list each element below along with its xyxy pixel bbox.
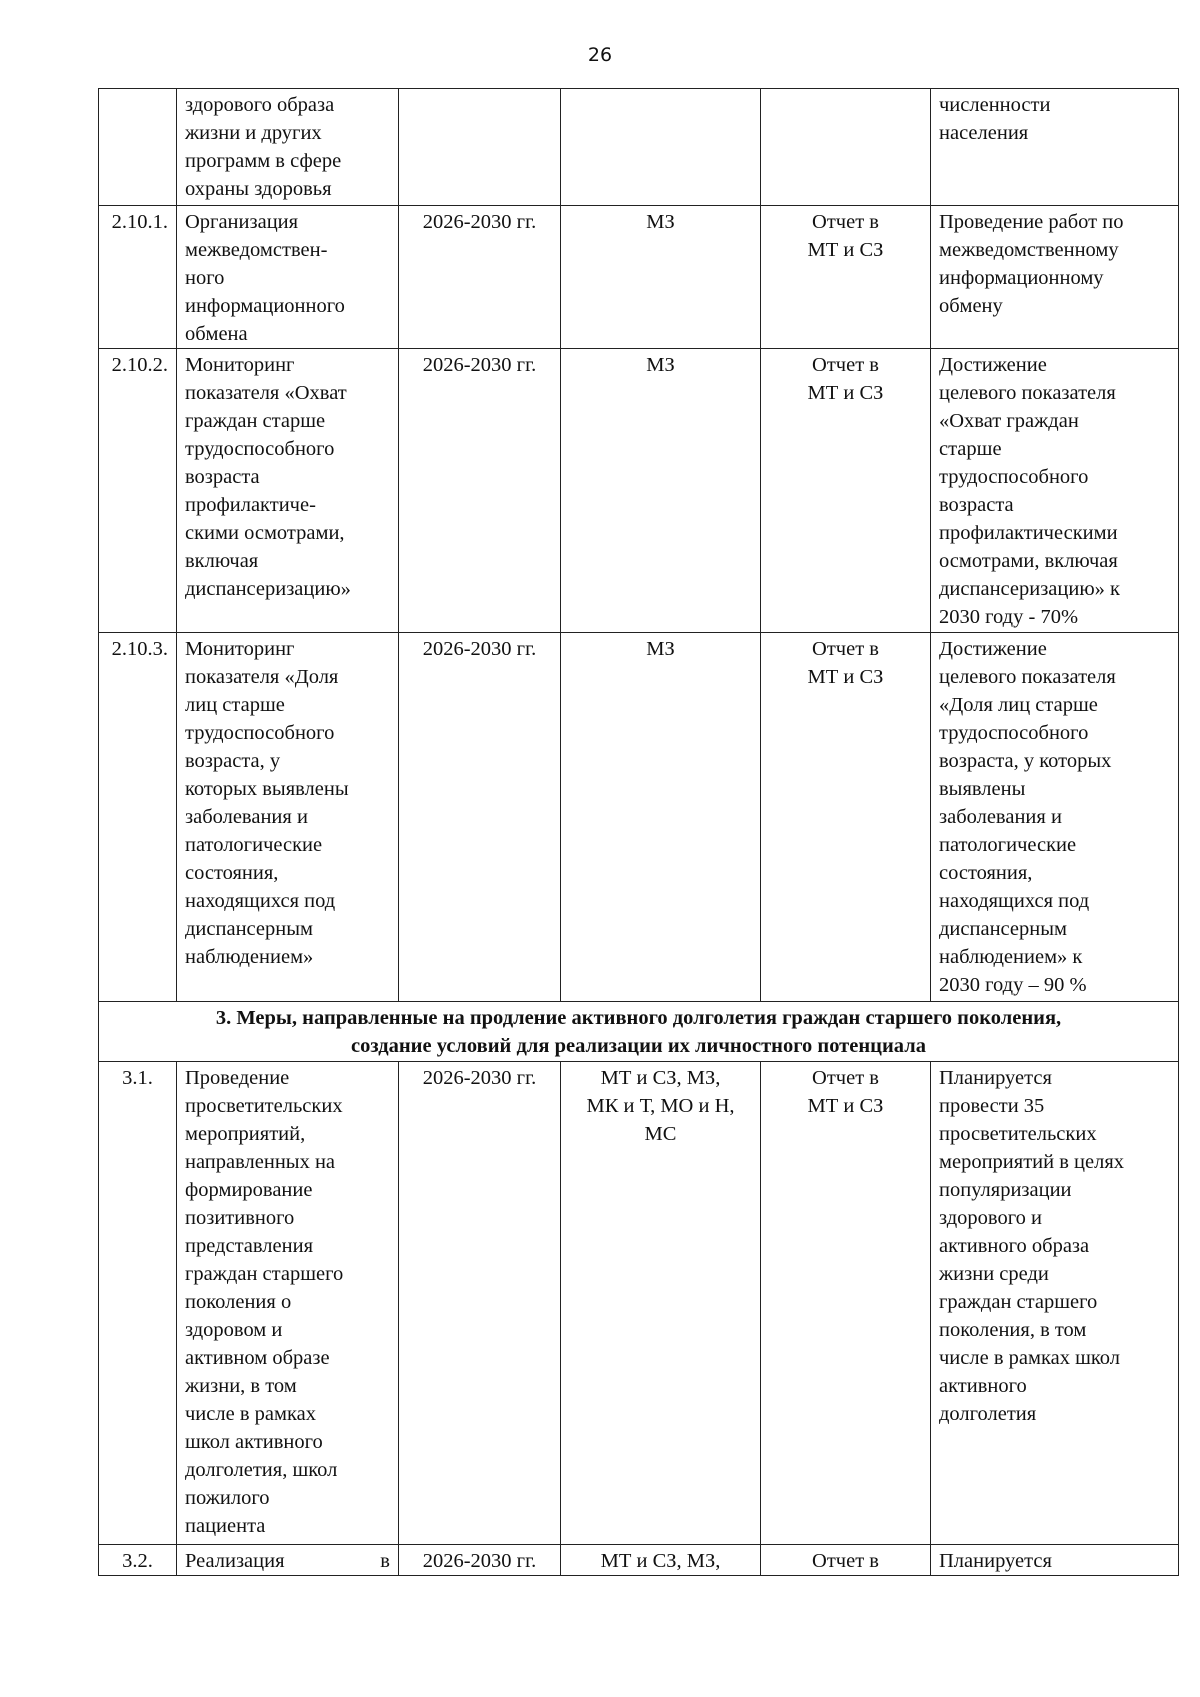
cell-result: численности населения [931,89,1179,206]
table-row [99,633,1179,1002]
cell-term: 2026-2030 гг. [399,349,561,633]
cell-term: 2026-2030 гг. [399,206,561,349]
cell-executor: МТ и СЗ, МЗ, МК и Т, МО и Н, МС [561,1062,761,1545]
section-title: 3. Меры, направленные на продление активного долголетия граждан старшего поколения, создание условий для реализации их личностного потенциала [99,1002,1179,1062]
cell-result: Проведение работ по межведомственному информационному обмену [931,206,1179,349]
section-header-row [99,1002,1179,1062]
cell-executor: МЗ [561,206,761,349]
cell-num [99,89,177,206]
cell-measure: Проведение просветительских мероприятий, направленных на формирование позитивного представления граждан старшего поколения о здоровом и активном образе жизни, в том числе в рамках школ активного долголетия, школ пожилого пациента [177,1062,399,1545]
cell-num: 2.10.1. [99,206,177,349]
cell-num: 3.1. [99,1062,177,1545]
table-row [99,1545,1179,1576]
cell-result: Планируется провести 35 просветительских мероприятий в целях популяризации здорового и активного образа жизни среди граждан старшего поколения, в том числе в рамках школ активного долголетия [931,1062,1179,1545]
cell-term: 2026-2030 гг. [399,1062,561,1545]
cell-report [761,89,931,206]
cell-measure: Мониторинг показателя «Доля лиц старше трудоспособного возраста, у которых выявлены заболевания и патологические состояния, находящихся под диспансерным наблюдением» [177,633,399,1002]
cell-report: Отчет в МТ и СЗ [761,633,931,1002]
cell-measure: здорового образа жизни и других программ в сфере охраны здоровья [177,89,399,206]
cell-result: Достижение целевого показателя «Доля лиц старше трудоспособного возраста, у которых выявлены заболевания и патологические состояния, находящихся под диспансерным наблюдением» к 2030 году – 90 % [931,633,1179,1002]
cell-executor: МТ и СЗ, МЗ, [561,1545,761,1576]
cell-num: 2.10.2. [99,349,177,633]
table-row [99,349,1179,633]
cell-report: Отчет в [761,1545,931,1576]
table-row-continued [99,89,1179,206]
cell-measure: Мониторинг показателя «Охват граждан старше трудоспособного возраста профилактиче- скими осмотрами, включая диспансеризацию» [177,349,399,633]
cell-num: 3.2. [99,1545,177,1576]
cell-executor: МЗ [561,633,761,1002]
cell-result: Планируется [931,1545,1179,1576]
table-row [99,206,1179,349]
measures-table [98,88,1179,1576]
cell-report: Отчет в МТ и СЗ [761,1062,931,1545]
table-row [99,1062,1179,1545]
cell-term: 2026-2030 гг. [399,1545,561,1576]
cell-executor [561,89,761,206]
cell-num: 2.10.3. [99,633,177,1002]
cell-measure: Реализация в [177,1545,399,1576]
cell-measure: Организация межведомствен- ного информационного обмена [177,206,399,349]
cell-report: Отчет в МТ и СЗ [761,206,931,349]
cell-term: 2026-2030 гг. [399,633,561,1002]
page-number: 26 [587,44,613,66]
cell-term [399,89,561,206]
cell-executor: МЗ [561,349,761,633]
cell-report: Отчет в МТ и СЗ [761,349,931,633]
cell-result: Достижение целевого показателя «Охват граждан старше трудоспособного возраста профилактическими осмотрами, включая диспансеризацию» к 2030 году - 70% [931,349,1179,633]
